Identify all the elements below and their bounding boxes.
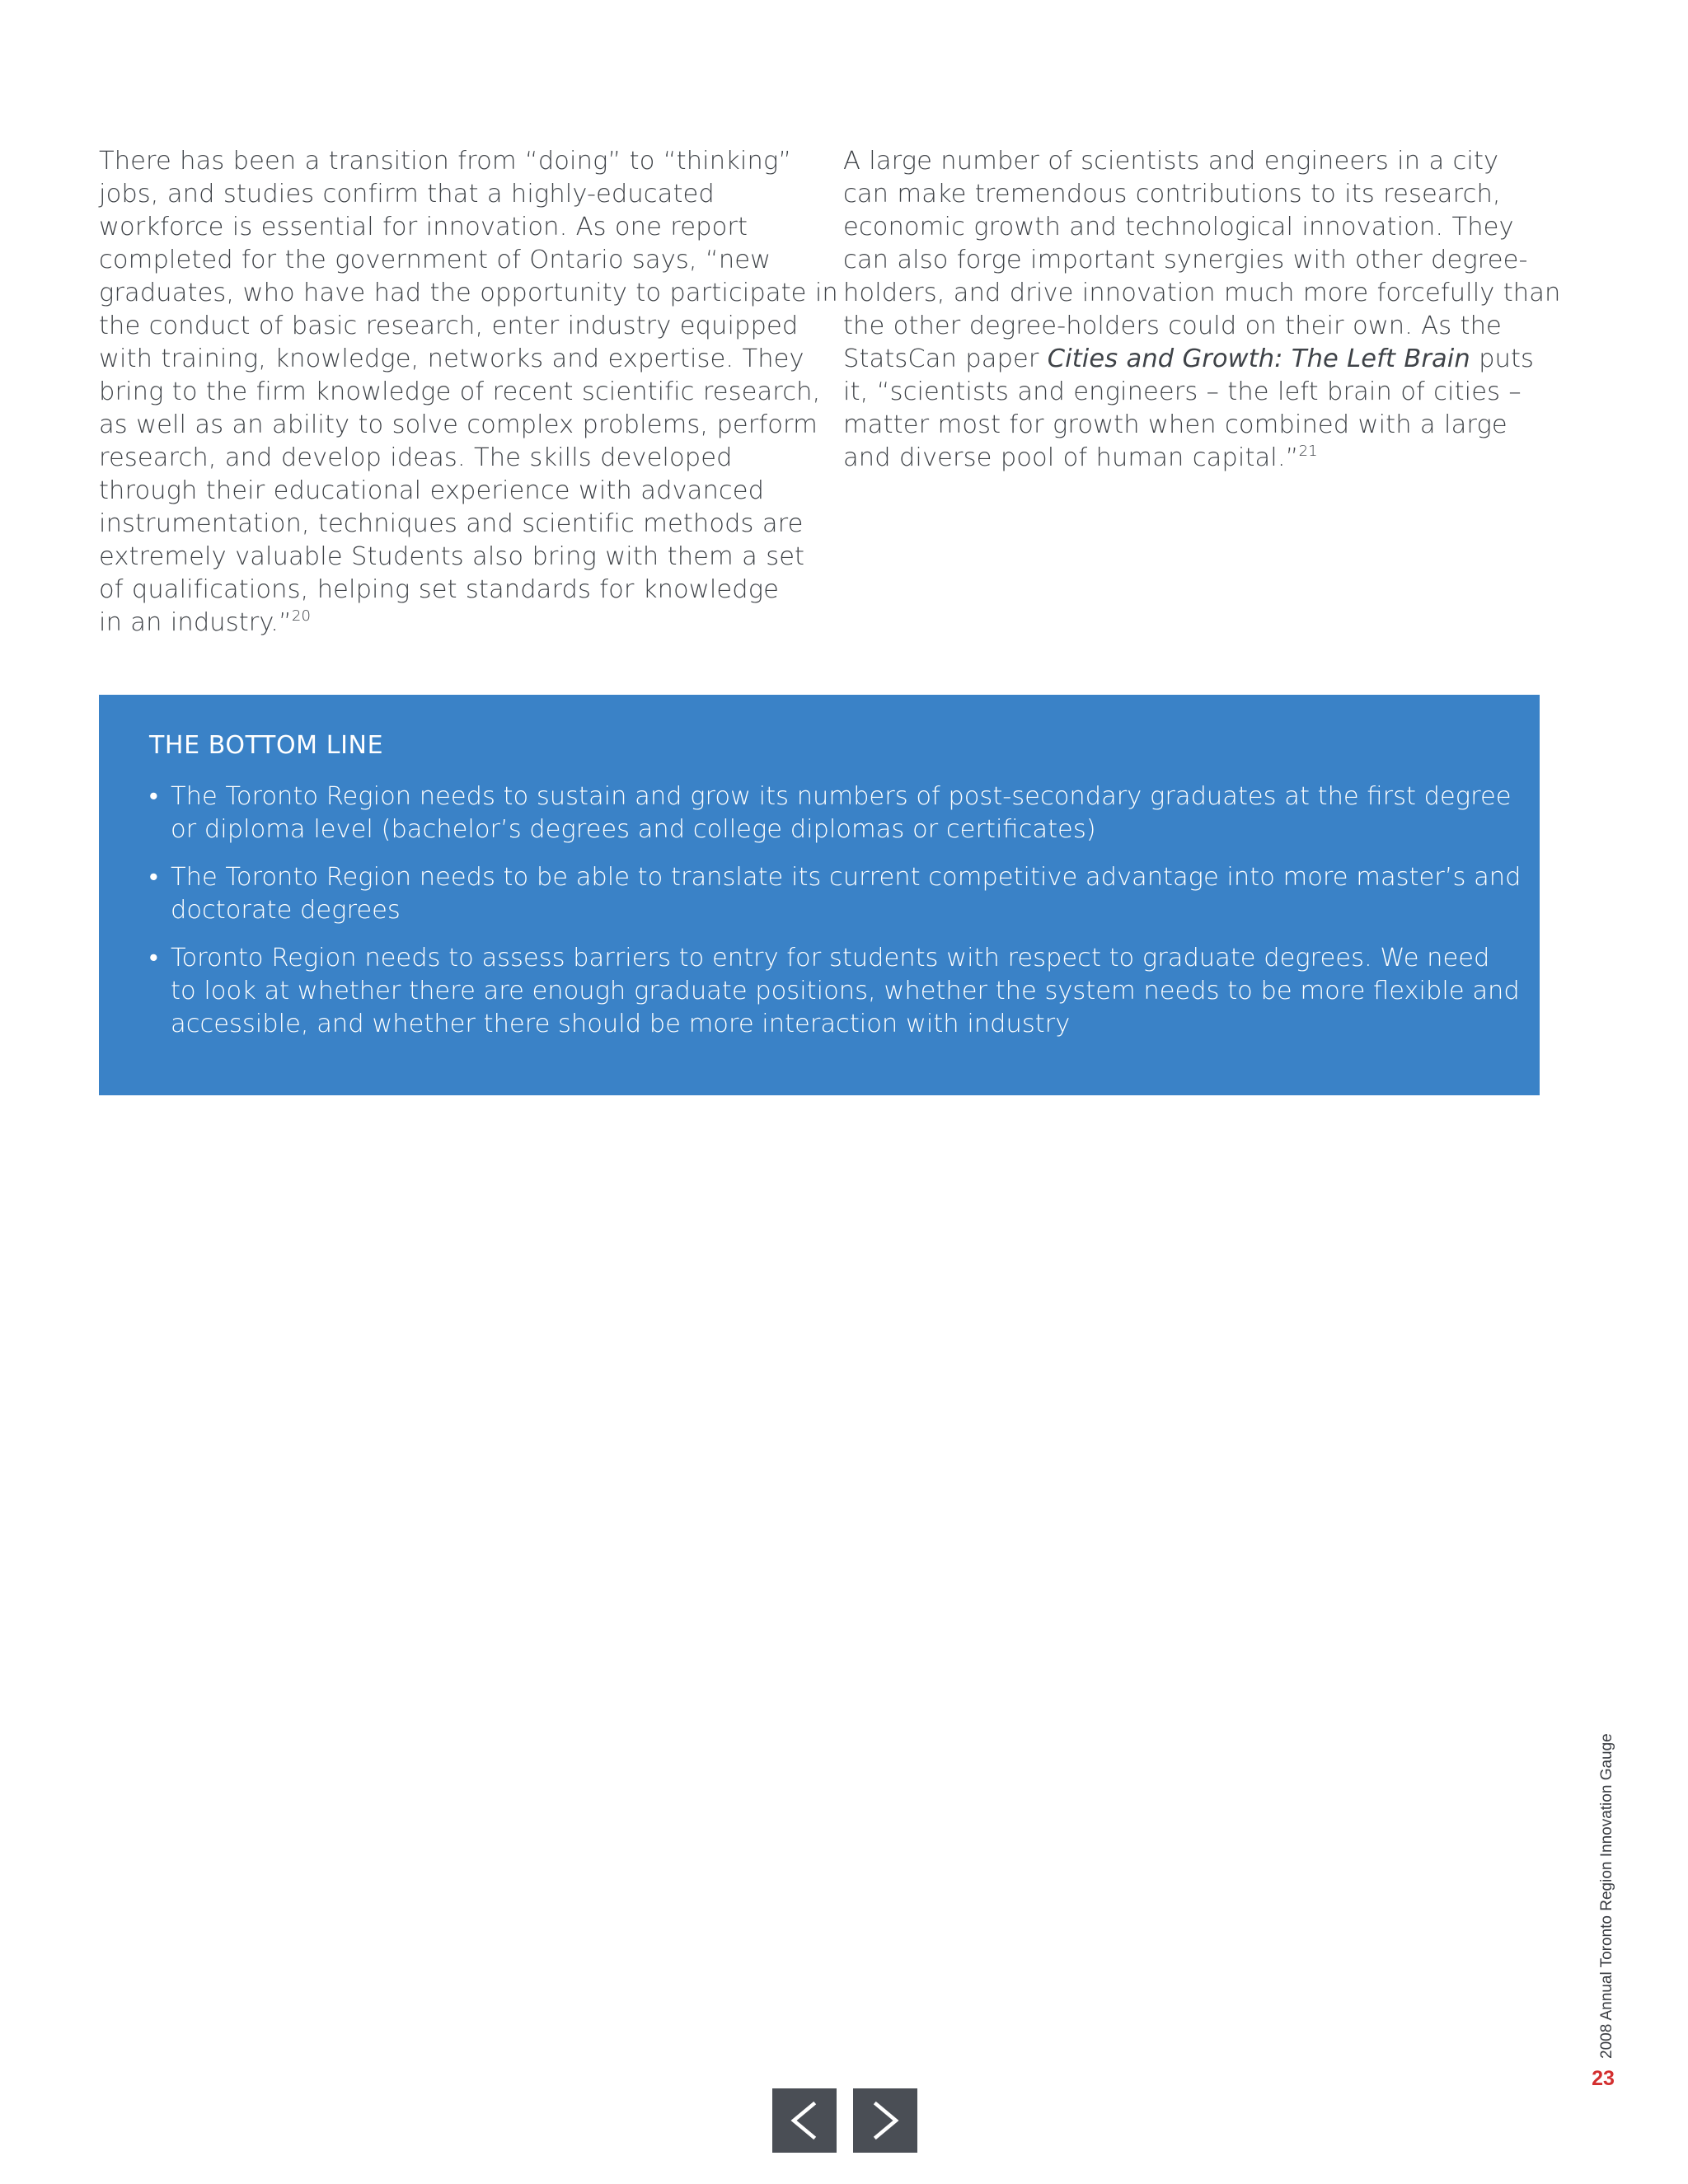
text-line-last <box>99 607 808 640</box>
text-fragment: in an industry.” <box>99 608 292 637</box>
right-column <box>843 145 1561 475</box>
text-line: can also forge important synergies with other degree- <box>843 246 1528 274</box>
list-item <box>149 861 1522 927</box>
text-line: matter most for growth when combined with a large <box>843 410 1507 439</box>
bottom-line-box <box>99 695 1540 1095</box>
text-line-last <box>843 442 1544 475</box>
left-column <box>99 145 838 640</box>
text-line: it, “scientists and engineers – the left brain of cities – <box>843 377 1522 406</box>
bullet-line: to look at whether there are enough graduate positions, whether the system needs to be more flexible and <box>171 977 1520 1005</box>
text-line: bring to the firm knowledge of recent scientific research, <box>99 377 821 406</box>
bullet-icon: • <box>149 944 158 972</box>
text-line: the other degree-holders could on their own. As the <box>843 312 1502 340</box>
list-item <box>149 942 1520 1041</box>
text-fragment: and diverse pool of human capital.” <box>843 443 1299 472</box>
text-line: through their educational experience with advanced <box>99 476 765 505</box>
text-line: economic growth and technological innovation. They <box>843 213 1514 241</box>
footnote-ref: 20 <box>291 607 312 625</box>
text-line-citation <box>843 343 1544 376</box>
page-number: 23 <box>1592 2067 1615 2090</box>
text-fragment: StatsCan paper <box>843 344 1048 373</box>
text-fragment: puts <box>1470 344 1535 373</box>
text-line: holders, and drive innovation much more forcefully than <box>843 279 1561 307</box>
text-line: of qualifications, helping set standards for knowledge <box>99 575 780 604</box>
text-line: research, and develop ideas. The skills developed <box>99 443 733 472</box>
chevron-right-icon <box>853 2088 917 2153</box>
bullet-line: accessible, and whether there should be more interaction with industry <box>171 1010 1071 1038</box>
text-line: There has been a transition from “doing” to “thinking” <box>99 147 792 176</box>
bullet-list <box>149 780 1522 1056</box>
bullet-line: doctorate degrees <box>171 896 401 925</box>
text-line: the conduct of basic research, enter industry equipped <box>99 312 799 340</box>
text-line: jobs, and studies confirm that a highly-educated <box>99 180 715 209</box>
text-line: with training, knowledge, networks and expertise. They <box>99 344 804 373</box>
text-line: workforce is essential for innovation. As one report <box>99 213 748 241</box>
text-line: graduates, who have had the opportunity to participate in <box>99 279 838 307</box>
text-line: instrumentation, techniques and scientific methods are <box>99 509 804 538</box>
publication-title: 2008 Annual Toronto Region Innovation Gauge <box>1598 1733 1615 2059</box>
chevron-left-icon <box>772 2088 837 2153</box>
paper-title: Cities and Growth: The Left Brain <box>1047 344 1470 373</box>
bullet-icon: • <box>149 782 158 811</box>
previous-page-button[interactable] <box>772 2088 837 2153</box>
bullet-line: or diploma level (bachelor’s degrees and college diplomas or certificates) <box>171 815 1096 844</box>
next-page-button[interactable] <box>853 2088 917 2153</box>
list-item <box>149 780 1517 846</box>
bullet-icon: • <box>149 863 158 892</box>
bullet-line: The Toronto Region needs to be able to translate its current competitive advantage into more master’s and <box>171 863 1522 892</box>
text-line: extremely valuable Students also bring with them a set <box>99 542 805 571</box>
text-line: A large number of scientists and engineers in a city <box>843 147 1499 176</box>
text-line: completed for the government of Ontario says, “new <box>99 246 771 274</box>
bullet-line: The Toronto Region needs to sustain and grow its numbers of post-secondary graduates at the first degree <box>171 782 1512 811</box>
footnote-ref: 21 <box>1298 443 1318 460</box>
bullet-line: Toronto Region needs to assess barriers to entry for students with respect to graduate degrees. We need <box>171 944 1490 972</box>
text-line: can make tremendous contributions to its research, <box>843 180 1501 209</box>
box-title: THE BOTTOM LINE <box>149 731 384 760</box>
text-line: as well as an ability to solve complex problems, perform <box>99 410 818 439</box>
